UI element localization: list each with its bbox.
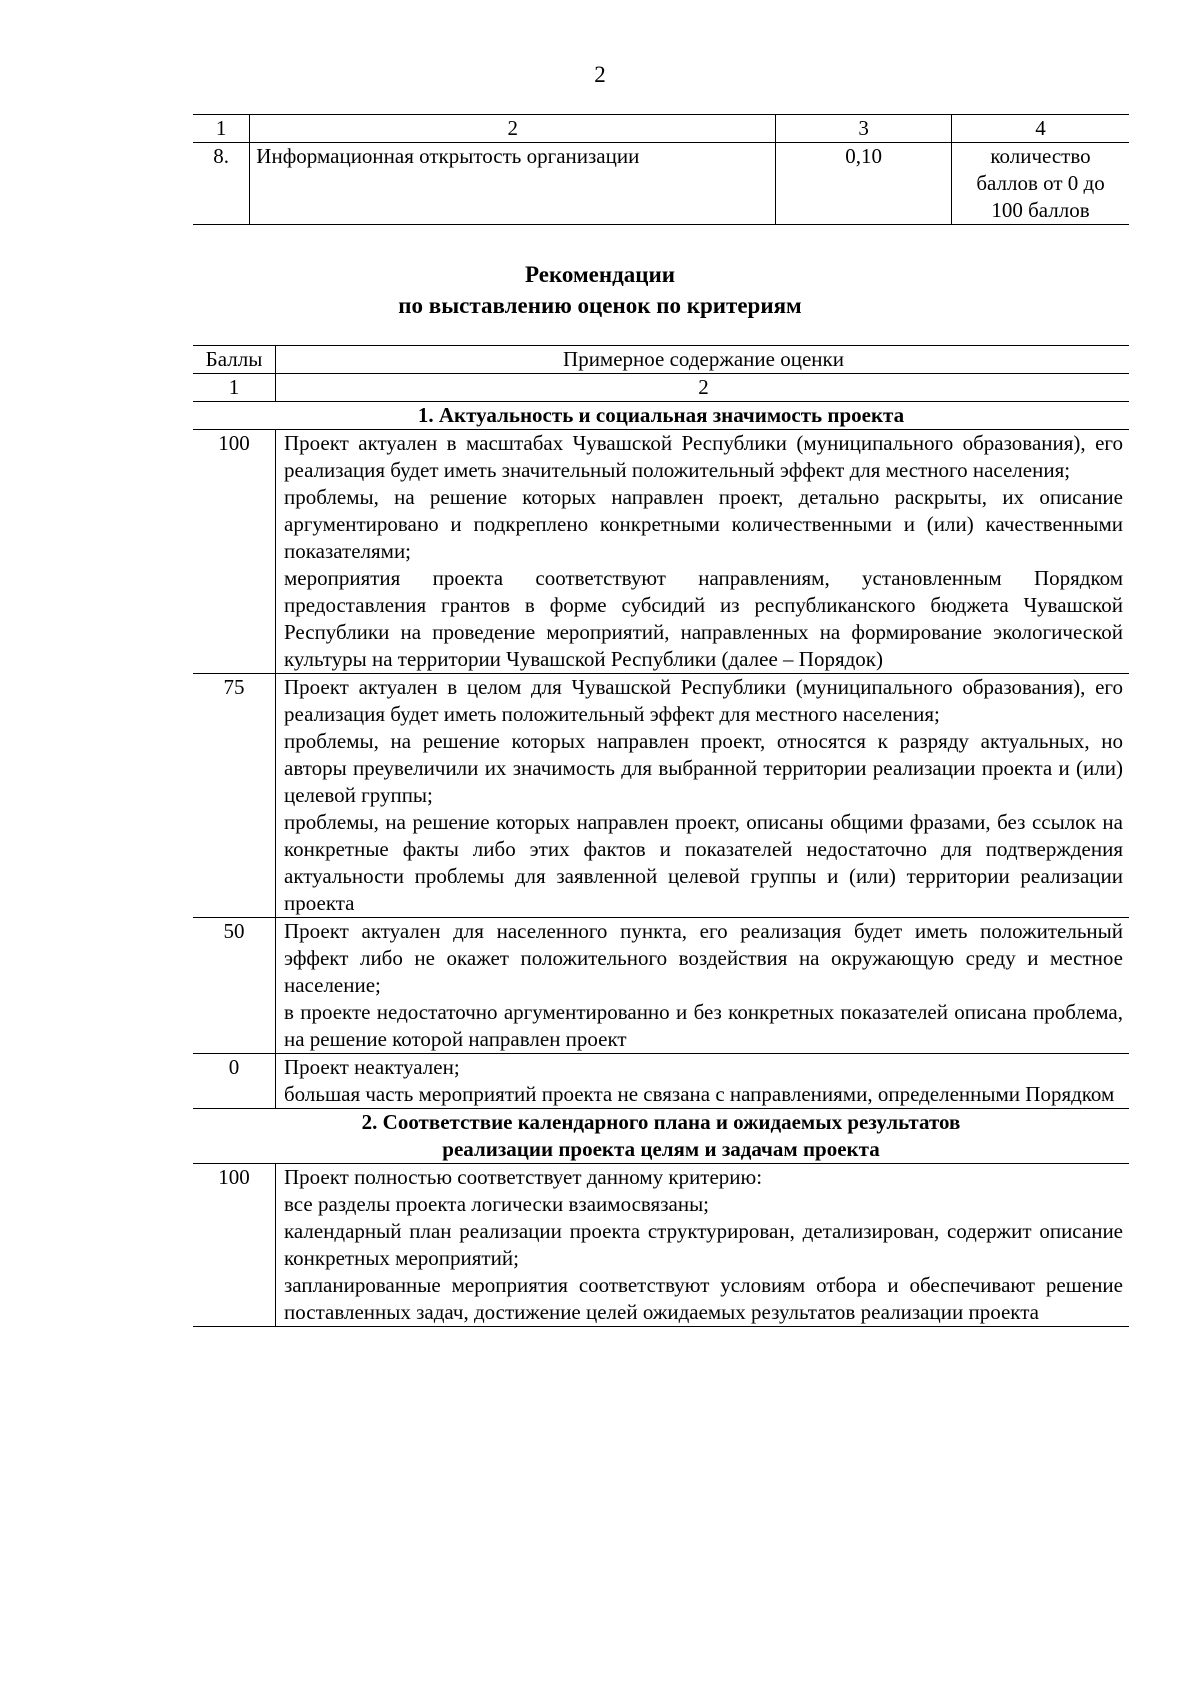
score-description (276, 674, 1130, 918)
section-1-title: 1. Актуальность и социальная значимость проекта (193, 402, 1129, 430)
table-row (193, 1164, 1129, 1327)
table-row (193, 1054, 1129, 1109)
score-value: 100 (193, 1164, 276, 1327)
col-number-1: 1 (193, 115, 250, 143)
section-header-row (193, 1109, 1129, 1164)
description-paragraph: все разделы проекта логически взаимосвязаны; (284, 1192, 710, 1216)
column-number-1: 1 (193, 374, 276, 402)
col-number-4: 4 (952, 115, 1129, 143)
criterion-weight: 0,10 (776, 143, 952, 225)
description-paragraph: Проект актуален в масштабах Чувашской Республики (муниципального образования), его реализация будет иметь значительный положительный эффект для местного населения; (284, 431, 1123, 482)
criterion-name: Информационная открытость организации (250, 143, 776, 225)
column-number-2: 2 (276, 374, 1130, 402)
table-row (193, 430, 1129, 674)
recommendations-title: Рекомендации (525, 262, 675, 287)
table-column-numbers-row (193, 374, 1129, 402)
col-number-2: 2 (250, 115, 776, 143)
description-paragraph: запланированные мероприятия соответствуют условиям отбора и обеспечивают решение поставленных задач, достижение целей ожидаемых результатов реализации проекта (284, 1273, 1123, 1324)
section-2-title (193, 1109, 1129, 1164)
description-paragraph: проблемы, на решение которых направлен проект, относятся к разряду актуальных, но авторы преувеличили их значимость для выбранной территории реализации проекта и (или) целевой группы; (284, 729, 1123, 807)
criteria-table-continuation (193, 114, 1129, 225)
table-row (193, 918, 1129, 1054)
table-header-row (193, 346, 1129, 374)
page-number: 2 (594, 62, 606, 87)
section-2-title-line1: 2. Соответствие календарного плана и ожидаемых результатов (361, 1110, 961, 1134)
section-header-row (193, 402, 1129, 430)
recommendations-table (193, 345, 1129, 1327)
col-number-3: 3 (776, 115, 952, 143)
description-paragraph: календарный план реализации проекта структурирован, детализирован, содержит описание конкретных мероприятий; (284, 1219, 1123, 1270)
score-value: 50 (193, 918, 276, 1054)
table-header-row (193, 115, 1129, 143)
header-content: Примерное содержание оценки (276, 346, 1130, 374)
score-description (276, 430, 1130, 674)
header-score: Баллы (193, 346, 276, 374)
score-value: 100 (193, 430, 276, 674)
description-paragraph: мероприятия проекта соответствуют направлениям, установленным Порядком предоставления грантов в форме субсидий из республиканского бюджета Чувашской Республики на проведение мероприятий, направленных на формирование экологической культуры на территории Чувашской Республики (далее – Порядок) (284, 566, 1123, 671)
section-2-title-line2: реализации проекта целям и задачам проекта (442, 1137, 880, 1161)
score-value: 0 (193, 1054, 276, 1109)
score-description (276, 1054, 1130, 1109)
score-value: 75 (193, 674, 276, 918)
score-description (276, 918, 1130, 1054)
row-number: 8. (193, 143, 250, 225)
description-paragraph: проблемы, на решение которых направлен проект, описаны общими фразами, без ссылок на конкретные факты либо этих фактов и показателей недостаточно для подтверждения актуальности проблемы для заявленной целевой группы и (или) территории реализации проекта (284, 810, 1123, 915)
description-paragraph: в проекте недостаточно аргументированно и без конкретных показателей описана проблема, на решение которой направлен проект (284, 1000, 1123, 1051)
description-paragraph: Проект актуален в целом для Чувашской Республики (муниципального образования), его реализация будет иметь положительный эффект для местного населения; (284, 675, 1123, 726)
description-paragraph: Проект актуален для населенного пункта, его реализация будет иметь положительный эффект либо не окажет положительного воздействия на окружающую среду и местное население; (284, 919, 1123, 997)
table-row (193, 674, 1129, 918)
description-paragraph: Проект полностью соответствует данному критерию: (284, 1165, 763, 1189)
recommendations-subtitle: по выставлению оценок по критериям (398, 293, 802, 318)
description-paragraph: Проект неактуален; (284, 1055, 460, 1079)
criterion-scale: количество баллов от 0 до 100 баллов (976, 144, 1105, 222)
score-description (276, 1164, 1130, 1327)
description-paragraph: большая часть мероприятий проекта не связана с направлениями, определенными Порядком (284, 1082, 1115, 1106)
table-row (193, 143, 1129, 225)
description-paragraph: проблемы, на решение которых направлен проект, детально раскрыты, их описание аргументировано и подкреплено конкретными количественными и (или) качественными показателями; (284, 485, 1123, 563)
